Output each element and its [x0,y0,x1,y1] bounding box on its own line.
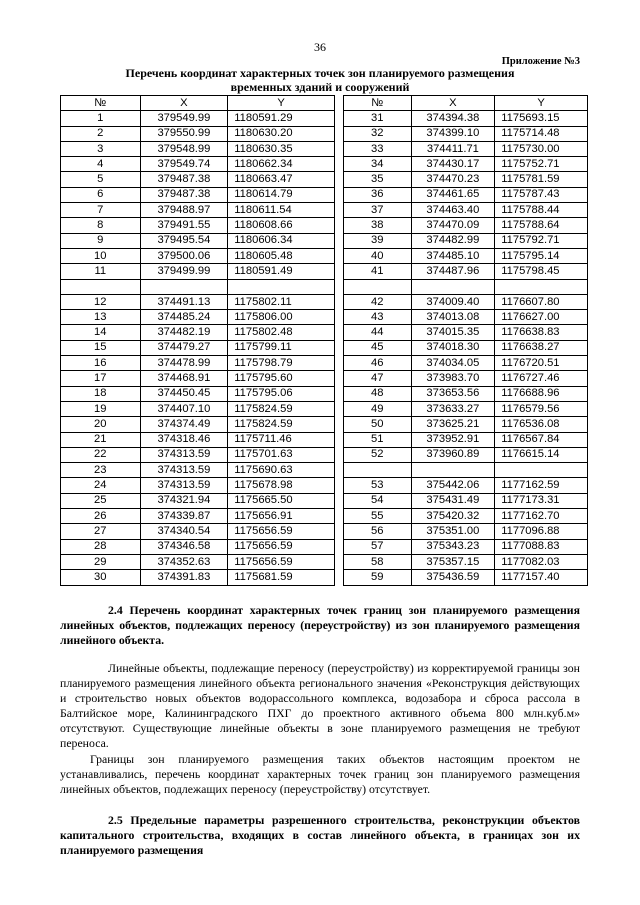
section-2-4-paragraph-1 [60,661,580,751]
x-coordinate-cell: 374482.19 [140,325,228,340]
y-coordinate-cell: 1175665.50 [228,493,335,508]
point-number-cell: 40 [344,248,412,263]
x-coordinate-cell: 374015.35 [411,325,495,340]
x-coordinate-cell: 373983.70 [411,371,495,386]
x-coordinate-cell: 373653.56 [411,386,495,401]
table-row [61,417,335,432]
column-header-number: № [61,96,141,111]
y-coordinate-cell: 1176607.80 [495,294,588,309]
table-row [344,294,588,309]
y-coordinate-cell: 1180663.47 [228,172,335,187]
point-number-cell: 45 [344,340,412,355]
x-coordinate-cell: 374313.59 [140,463,228,478]
table-row [344,340,588,355]
point-number-cell: 4 [61,157,141,172]
y-coordinate-cell: 1176615.14 [495,447,588,462]
point-number-cell: 12 [61,294,141,309]
point-number-cell: 28 [61,539,141,554]
y-coordinate-cell: 1175730.00 [495,141,588,156]
table-row [344,417,588,432]
point-number-cell: 33 [344,141,412,156]
y-coordinate-cell: 1177173.31 [495,493,588,508]
table-row [344,310,588,325]
y-coordinate-cell: 1175656.59 [228,539,335,554]
table-row [344,509,588,524]
table-row [61,356,335,371]
point-number-cell: 11 [61,264,141,279]
point-number-cell: 42 [344,294,412,309]
table-row [344,386,588,401]
point-number-cell: 5 [61,172,141,187]
point-number-cell: 35 [344,172,412,187]
coordinates-table-left [60,95,335,586]
y-coordinate-cell: 1180611.54 [228,203,335,218]
y-coordinate-cell: 1175656.59 [228,554,335,569]
y-coordinate-cell: 1180630.35 [228,141,335,156]
point-number-cell: 36 [344,187,412,202]
point-number-cell: 44 [344,325,412,340]
table-row [344,111,588,126]
point-number-cell: 46 [344,356,412,371]
point-number-cell: 53 [344,478,412,493]
x-coordinate-cell: 374411.71 [411,141,495,156]
x-coordinate-cell: 374394.38 [411,111,495,126]
x-coordinate-cell: 374470.23 [411,172,495,187]
table-row [344,325,588,340]
y-coordinate-cell: 1175824.59 [228,417,335,432]
x-coordinate-cell: 373633.27 [411,401,495,416]
y-coordinate-cell: 1176579.56 [495,401,588,416]
y-coordinate-cell: 1180591.29 [228,111,335,126]
y-coordinate-cell: 1175795.60 [228,371,335,386]
y-coordinate-cell: 1175681.59 [228,570,335,585]
y-coordinate-cell: 1175781.59 [495,172,588,187]
y-coordinate-cell: 1175752.71 [495,157,588,172]
y-coordinate-cell: 1175795.14 [495,248,588,263]
y-coordinate-cell [228,279,335,294]
x-coordinate-cell: 379550.99 [140,126,228,141]
y-coordinate-cell: 1176536.08 [495,417,588,432]
x-coordinate-cell: 374352.63 [140,554,228,569]
x-coordinate-cell: 373960.89 [411,447,495,462]
x-coordinate-cell: 375343.23 [411,539,495,554]
table-row [344,157,588,172]
y-coordinate-cell: 1177162.59 [495,478,588,493]
x-coordinate-cell: 379488.97 [140,203,228,218]
table-row [344,493,588,508]
x-coordinate-cell: 375436.59 [411,570,495,585]
x-coordinate-cell: 379500.06 [140,248,228,263]
y-coordinate-cell: 1175792.71 [495,233,588,248]
y-coordinate-cell: 1175701.63 [228,447,335,462]
table-row [344,463,588,478]
x-coordinate-cell: 379491.55 [140,218,228,233]
x-coordinate-cell: 374485.24 [140,310,228,325]
x-coordinate-cell [411,463,495,478]
x-coordinate-cell: 374313.59 [140,447,228,462]
appendix-label: Приложение №3 [501,56,580,67]
y-coordinate-cell: 1175788.64 [495,218,588,233]
table-row [344,248,588,263]
y-coordinate-cell: 1177096.88 [495,524,588,539]
x-coordinate-cell: 379499.99 [140,264,228,279]
point-number-cell: 23 [61,463,141,478]
table-row [344,371,588,386]
y-coordinate-cell: 1180591.49 [228,264,335,279]
x-coordinate-cell: 374487.96 [411,264,495,279]
point-number-cell: 21 [61,432,141,447]
y-coordinate-cell: 1175806.00 [228,310,335,325]
table-row [344,187,588,202]
x-coordinate-cell: 375351.00 [411,524,495,539]
point-number-cell: 2 [61,126,141,141]
table-row [61,371,335,386]
table-row [61,141,335,156]
point-number-cell: 50 [344,417,412,432]
x-coordinate-cell: 374374.49 [140,417,228,432]
table-row [61,172,335,187]
y-coordinate-cell: 1175678.98 [228,478,335,493]
point-number-cell [61,279,141,294]
point-number-cell: 9 [61,233,141,248]
point-number-cell: 8 [61,218,141,233]
table-row [61,386,335,401]
point-number-cell: 13 [61,310,141,325]
table-row [61,264,335,279]
point-number-cell: 57 [344,539,412,554]
section-2-5-heading-text: 2.5 Предельные параметры разрешенного строительства, реконструкции объектов капитального строительства, входящих в состав линейного объекта, в границах зон их планируемого размещения [60,813,580,857]
y-coordinate-cell: 1175824.59 [228,401,335,416]
column-header-x: X [140,96,228,111]
table-row [61,233,335,248]
x-coordinate-cell: 374485.10 [411,248,495,263]
x-coordinate-cell: 374470.09 [411,218,495,233]
y-coordinate-cell: 1180608.66 [228,218,335,233]
x-coordinate-cell: 374491.13 [140,294,228,309]
point-number-cell: 24 [61,478,141,493]
x-coordinate-cell: 374430.17 [411,157,495,172]
y-coordinate-cell [495,279,588,294]
y-coordinate-cell: 1176627.00 [495,310,588,325]
point-number-cell: 59 [344,570,412,585]
x-coordinate-cell: 379487.38 [140,172,228,187]
point-number-cell: 52 [344,447,412,462]
table-row [61,248,335,263]
table-row [61,554,335,569]
table-row [344,554,588,569]
point-number-cell: 37 [344,203,412,218]
table-row [61,539,335,554]
x-coordinate-cell [411,279,495,294]
x-coordinate-cell: 373952.91 [411,432,495,447]
y-coordinate-cell: 1176688.96 [495,386,588,401]
x-coordinate-cell: 373625.21 [411,417,495,432]
y-coordinate-cell: 1175690.63 [228,463,335,478]
table-row [344,401,588,416]
y-coordinate-cell: 1177088.83 [495,539,588,554]
table-row [61,340,335,355]
section-2-4-heading [60,603,580,648]
y-coordinate-cell: 1175693.15 [495,111,588,126]
x-coordinate-cell: 374463.40 [411,203,495,218]
y-coordinate-cell: 1180662.34 [228,157,335,172]
section-2-4-heading-text: 2.4 Перечень координат характерных точек границ зон планируемого размещения линейных объектов, подлежащих переносу (переустройству) из зон планируемого размещения линейного объекта. [60,603,580,647]
x-coordinate-cell: 374009.40 [411,294,495,309]
point-number-cell: 56 [344,524,412,539]
point-number-cell: 27 [61,524,141,539]
x-coordinate-cell: 374340.54 [140,524,228,539]
point-number-cell: 3 [61,141,141,156]
point-number-cell: 29 [61,554,141,569]
x-coordinate-cell: 374034.05 [411,356,495,371]
column-header-number: № [344,96,412,111]
x-coordinate-cell: 374399.10 [411,126,495,141]
y-coordinate-cell: 1175656.59 [228,524,335,539]
y-coordinate-cell: 1175802.48 [228,325,335,340]
x-coordinate-cell: 374479.27 [140,340,228,355]
table-row [61,203,335,218]
y-coordinate-cell: 1176638.83 [495,325,588,340]
point-number-cell: 18 [61,386,141,401]
table-row [61,310,335,325]
y-coordinate-cell: 1175798.45 [495,264,588,279]
point-number-cell: 39 [344,233,412,248]
point-number-cell: 19 [61,401,141,416]
table-row [344,172,588,187]
table-row [61,509,335,524]
point-number-cell [344,279,412,294]
table-row [61,570,335,585]
table-row [61,493,335,508]
table-row [344,126,588,141]
x-coordinate-cell: 374391.83 [140,570,228,585]
x-coordinate-cell: 374321.94 [140,493,228,508]
x-coordinate-cell: 375431.49 [411,493,495,508]
x-coordinate-cell: 374339.87 [140,509,228,524]
table-row [344,203,588,218]
point-number-cell: 30 [61,570,141,585]
point-number-cell: 58 [344,554,412,569]
y-coordinate-cell: 1176567.84 [495,432,588,447]
x-coordinate-cell: 374013.08 [411,310,495,325]
y-coordinate-cell: 1175795.06 [228,386,335,401]
section-2-5-heading [60,813,580,858]
y-coordinate-cell: 1175714.48 [495,126,588,141]
section-2-4-paragraph-1-text: Линейные объекты, подлежащие переносу (переустройству) из корректируемой границы зон планируемого размещения линейного объекта регионального значения «Реконструкция действующих и строительство новых объектов водорассольного комплекса, водозабора и сброса рассола в Балтийское море, Калининградского ПХГ до проектного активного объема 800 млн.куб.м» отсутствуют. Существующие линейные объекты в зоне планируемого размещения не требуют переноса. [60,661,580,750]
table-row [344,524,588,539]
table-row [61,294,335,309]
table-row [61,279,335,294]
table-row [344,478,588,493]
point-number-cell: 6 [61,187,141,202]
point-number-cell [344,463,412,478]
x-coordinate-cell: 375442.06 [411,478,495,493]
x-coordinate-cell: 374468.91 [140,371,228,386]
table-row [61,157,335,172]
column-header-y: Y [495,96,588,111]
table-row [344,279,588,294]
point-number-cell: 49 [344,401,412,416]
point-number-cell: 32 [344,126,412,141]
y-coordinate-cell: 1175787.43 [495,187,588,202]
table-row [61,111,335,126]
x-coordinate-cell: 374346.58 [140,539,228,554]
point-number-cell: 1 [61,111,141,126]
y-coordinate-cell: 1180614.79 [228,187,335,202]
x-coordinate-cell: 374461.65 [411,187,495,202]
column-header-y: Y [228,96,335,111]
y-coordinate-cell: 1177162.70 [495,509,588,524]
x-coordinate-cell: 374313.59 [140,478,228,493]
table-header-row [61,96,335,111]
table-row [344,539,588,554]
x-coordinate-cell: 374478.99 [140,356,228,371]
x-coordinate-cell [140,279,228,294]
point-number-cell: 34 [344,157,412,172]
table-row [344,356,588,371]
table-row [344,218,588,233]
x-coordinate-cell: 374407.10 [140,401,228,416]
x-coordinate-cell: 374450.45 [140,386,228,401]
point-number-cell: 47 [344,371,412,386]
table-row [61,463,335,478]
y-coordinate-cell: 1176638.27 [495,340,588,355]
point-number-cell: 16 [61,356,141,371]
y-coordinate-cell [495,463,588,478]
y-coordinate-cell: 1177157.40 [495,570,588,585]
x-coordinate-cell: 374318.46 [140,432,228,447]
point-number-cell: 41 [344,264,412,279]
y-coordinate-cell: 1175798.79 [228,356,335,371]
table-row [61,126,335,141]
point-number-cell: 10 [61,248,141,263]
x-coordinate-cell: 379495.54 [140,233,228,248]
y-coordinate-cell: 1177082.03 [495,554,588,569]
table-row [344,264,588,279]
point-number-cell: 43 [344,310,412,325]
x-coordinate-cell: 379548.99 [140,141,228,156]
x-coordinate-cell: 379487.38 [140,187,228,202]
y-coordinate-cell: 1176727.46 [495,371,588,386]
table-row [61,478,335,493]
section-2-4-paragraph-2-text: Границы зон планируемого размещения таких объектов настоящим проектом не устанавливались, перечень координат характерных точек границ зон планируемого размещения линейных объектов, подлежащих переносу (переустройству) отсутствует. [60,752,580,796]
table-row [344,233,588,248]
point-number-cell: 22 [61,447,141,462]
point-number-cell: 38 [344,218,412,233]
table-row [61,401,335,416]
x-coordinate-cell: 374018.30 [411,340,495,355]
x-coordinate-cell: 375357.15 [411,554,495,569]
table-row [61,218,335,233]
column-header-x: X [411,96,495,111]
point-number-cell: 55 [344,509,412,524]
y-coordinate-cell: 1180605.48 [228,248,335,263]
document-title: Перечень координат характерных точек зон планируемого размещения временных зданий и сооружений [125,66,515,94]
y-coordinate-cell: 1175799.11 [228,340,335,355]
table-row [344,570,588,585]
section-2-4-paragraph-2 [60,752,580,797]
y-coordinate-cell: 1175788.44 [495,203,588,218]
point-number-cell: 15 [61,340,141,355]
table-row [344,141,588,156]
page-number: 36 [314,40,326,54]
point-number-cell: 51 [344,432,412,447]
point-number-cell: 14 [61,325,141,340]
y-coordinate-cell: 1175656.91 [228,509,335,524]
point-number-cell: 25 [61,493,141,508]
point-number-cell: 20 [61,417,141,432]
x-coordinate-cell: 375420.32 [411,509,495,524]
point-number-cell: 48 [344,386,412,401]
x-coordinate-cell: 374482.99 [411,233,495,248]
point-number-cell: 54 [344,493,412,508]
y-coordinate-cell: 1175711.46 [228,432,335,447]
x-coordinate-cell: 379549.74 [140,157,228,172]
point-number-cell: 7 [61,203,141,218]
point-number-cell: 31 [344,111,412,126]
y-coordinate-cell: 1180606.34 [228,233,335,248]
table-row [61,447,335,462]
table-header-row [344,96,588,111]
table-row [61,187,335,202]
y-coordinate-cell: 1180630.20 [228,126,335,141]
point-number-cell: 17 [61,371,141,386]
table-row [344,447,588,462]
y-coordinate-cell: 1176720.51 [495,356,588,371]
table-row [344,432,588,447]
table-row [61,524,335,539]
point-number-cell: 26 [61,509,141,524]
x-coordinate-cell: 379549.99 [140,111,228,126]
y-coordinate-cell: 1175802.11 [228,294,335,309]
coordinates-table-right [343,95,588,586]
table-row [61,432,335,447]
table-row [61,325,335,340]
